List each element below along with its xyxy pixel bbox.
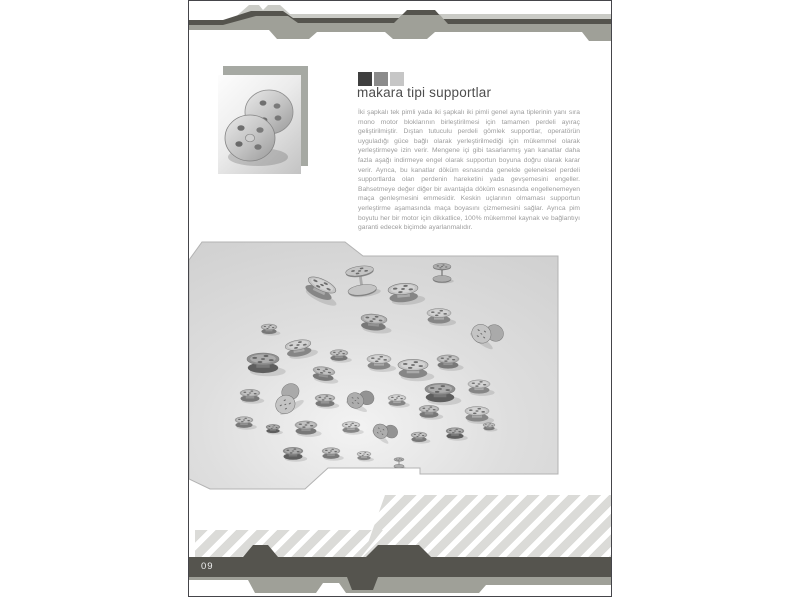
spool-product-illustration: [218, 75, 301, 174]
bottom-banner-decoration: [189, 540, 612, 597]
page-number: 09: [201, 561, 214, 572]
section-color-squares: [358, 72, 404, 86]
body-paragraph: İki şapkalı tek pimli yada iki şapkalı iki pimli genel ayna tiplerinin yanı sıra mono motor bloklarının birleştirilmesi için tamamen perdeli ayıraç geliştirilmiştir. Dıştan tutuculu perdeli gömlek supportlar, operatörün uyguladığı güce bağlı olarak yerleştirilmediği için mükemmel olarak yerleştirmeye izin verir. Mengene içi gibi tasarlanmış yan kanatlar daha fazla aşağı indirmeye engel olarak supportun boyuna doğru olarak karar verir. Ayrıca, bu kanatlar döküm esnasında genelde geleneksel perdeli supportlarda olan perdenin hareketini yada gevşemesini engeller. Bahsetmeye değer diğer bir avantajda döküm esnasında engellenemeyen maça genleşmesini emmesidir. Keskin uçlarının olmaması supportun yerleştirme aşamasında maça boyasını çizmemesini sağlar. Ayrıca pim boyutu her bir motor için dikkatlice, 100% mükemmel kaynak ve bağlantıyı garanti edecek biçimde ayarlanmalıdır.: [358, 109, 580, 232]
product-thumbnail-photo: [218, 75, 301, 174]
section-color-square: [390, 72, 404, 86]
top-banner-decoration: [189, 1, 612, 47]
main-product-photo: [189, 241, 559, 490]
catalog-page: [188, 0, 612, 597]
page-title: makara tipi supportlar: [357, 85, 492, 100]
section-color-square: [374, 72, 388, 86]
section-color-square: [358, 72, 372, 86]
bottom-banner-mid-shape: [189, 577, 612, 593]
